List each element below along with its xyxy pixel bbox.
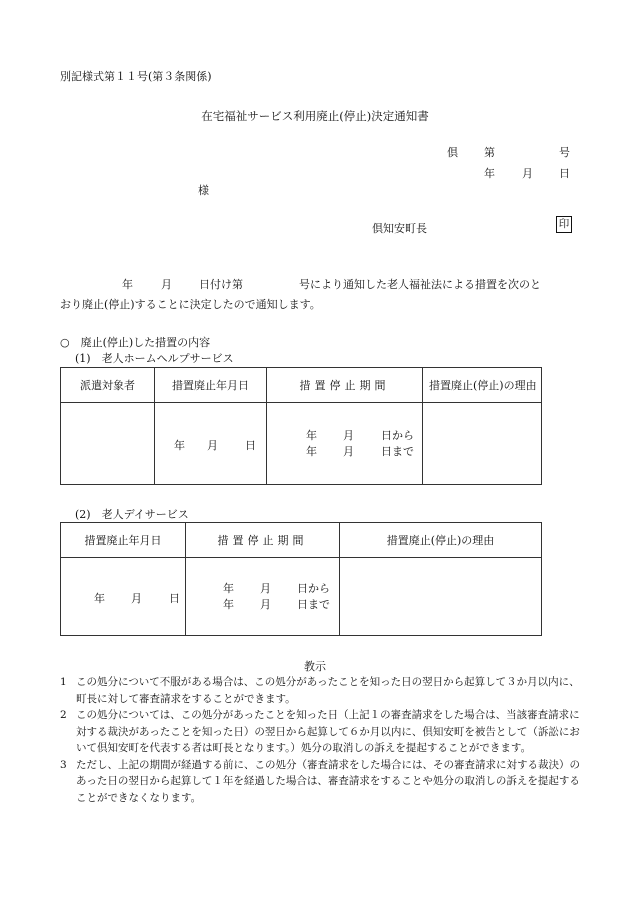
to-suffix: 日まで bbox=[297, 597, 330, 611]
from-month: 月 bbox=[260, 581, 271, 595]
date-year: 年 bbox=[174, 438, 185, 452]
issue-date-year: 年 bbox=[484, 167, 495, 180]
header-abolition-date: 措置廃止年月日 bbox=[61, 523, 186, 558]
date-month: 月 bbox=[131, 591, 142, 605]
to-year: 年 bbox=[306, 444, 317, 458]
notice-list bbox=[60, 674, 580, 806]
sender-name: 倶知安町長 bbox=[372, 222, 427, 235]
notice-item-text: この処分について不服がある場合は、この処分があったことを知った日の翌日から起算して３か月以内に、町長に対して審査請求をすることができます。 bbox=[76, 676, 580, 705]
notice-item-number: 3 bbox=[60, 758, 67, 771]
dispatch-target-cell bbox=[61, 403, 155, 485]
issue-date-day: 日 bbox=[559, 167, 570, 180]
reason-cell bbox=[340, 558, 542, 636]
body-line2: おり廃止(停止)することに決定したので通知します。 bbox=[60, 298, 321, 311]
abolition-date-cell bbox=[155, 403, 267, 485]
form-number: 別記様式第１１号(第３条関係) bbox=[60, 70, 212, 83]
subsection-home-help: (1) 老人ホームヘルプサービス bbox=[75, 352, 234, 365]
from-month: 月 bbox=[343, 428, 354, 442]
notice-item bbox=[60, 674, 580, 707]
body-year: 年 bbox=[122, 278, 133, 291]
notice-item-number: 1 bbox=[60, 676, 67, 688]
day-service-table bbox=[60, 522, 542, 636]
date-month: 月 bbox=[207, 438, 218, 452]
to-month: 月 bbox=[260, 597, 271, 611]
body-month: 月 bbox=[161, 278, 172, 291]
from-year: 年 bbox=[223, 581, 234, 595]
body-line1-rest: 号により通知した老人福祉法による措置を次のと bbox=[299, 278, 541, 291]
date-year: 年 bbox=[94, 591, 105, 605]
header-reason: 措置廃止(停止)の理由 bbox=[423, 368, 542, 403]
to-month: 月 bbox=[343, 444, 354, 458]
section-heading: ○ 廃止(停止)した措置の内容 bbox=[60, 336, 211, 349]
reason-cell bbox=[423, 403, 542, 485]
header-dispatch-target: 派遣対象者 bbox=[61, 368, 155, 403]
notice-item bbox=[60, 757, 580, 807]
header-suspension-period: 措置停止期間 bbox=[186, 523, 340, 558]
from-suffix: 日から bbox=[297, 581, 330, 595]
header-suspension-period: 措置停止期間 bbox=[267, 368, 423, 403]
date-day: 日 bbox=[245, 438, 256, 452]
to-suffix: 日まで bbox=[381, 444, 414, 458]
from-year: 年 bbox=[306, 428, 317, 442]
from-suffix: 日から bbox=[381, 428, 414, 442]
abolition-date-cell bbox=[61, 558, 186, 636]
subsection-day-service: (2) 老人デイサービス bbox=[75, 508, 189, 521]
reference-go: 号 bbox=[559, 146, 570, 159]
document-title: 在宅福祉サービス利用廃止(停止)決定通知書 bbox=[201, 109, 429, 123]
notice-title: 教示 bbox=[304, 660, 326, 673]
to-year: 年 bbox=[223, 597, 234, 611]
notice-item-text: ただし、上記の期間が経過する前に、この処分（審査請求をした場合には、その審査請求に対する裁決）のあった日の翌日から起算して１年を経過した場合は、審査請求をすることや処分の取消しの訴えを提起することができなくなります。 bbox=[76, 758, 580, 804]
issue-date-month: 月 bbox=[522, 167, 533, 180]
reference-dai: 第 bbox=[484, 146, 495, 159]
notice-item bbox=[60, 707, 580, 757]
suspension-period-cell bbox=[186, 558, 340, 636]
reference-prefix: 倶 bbox=[447, 146, 458, 159]
suspension-period-cell bbox=[267, 403, 423, 485]
addressee-honorific: 様 bbox=[198, 184, 209, 197]
seal-box: 印 bbox=[556, 216, 572, 233]
date-day: 日 bbox=[169, 591, 180, 605]
notice-item-text: この処分については、この処分があったことを知った日（上記１の審査請求をした場合は、当該審査請求に対する裁決があったことを知った日）の翌日から起算して６か月以内に、倶知安町を被告として（訴訟において倶知安町を代表する者は町長となります。）処分の取消しの訴えを提起することができます。 bbox=[76, 709, 580, 754]
header-reason: 措置廃止(停止)の理由 bbox=[340, 523, 542, 558]
notice-item-number: 2 bbox=[60, 709, 67, 721]
body-date-dai: 日付け第 bbox=[199, 278, 243, 291]
home-help-table bbox=[60, 367, 542, 485]
header-abolition-date: 措置廃止年月日 bbox=[155, 368, 267, 403]
